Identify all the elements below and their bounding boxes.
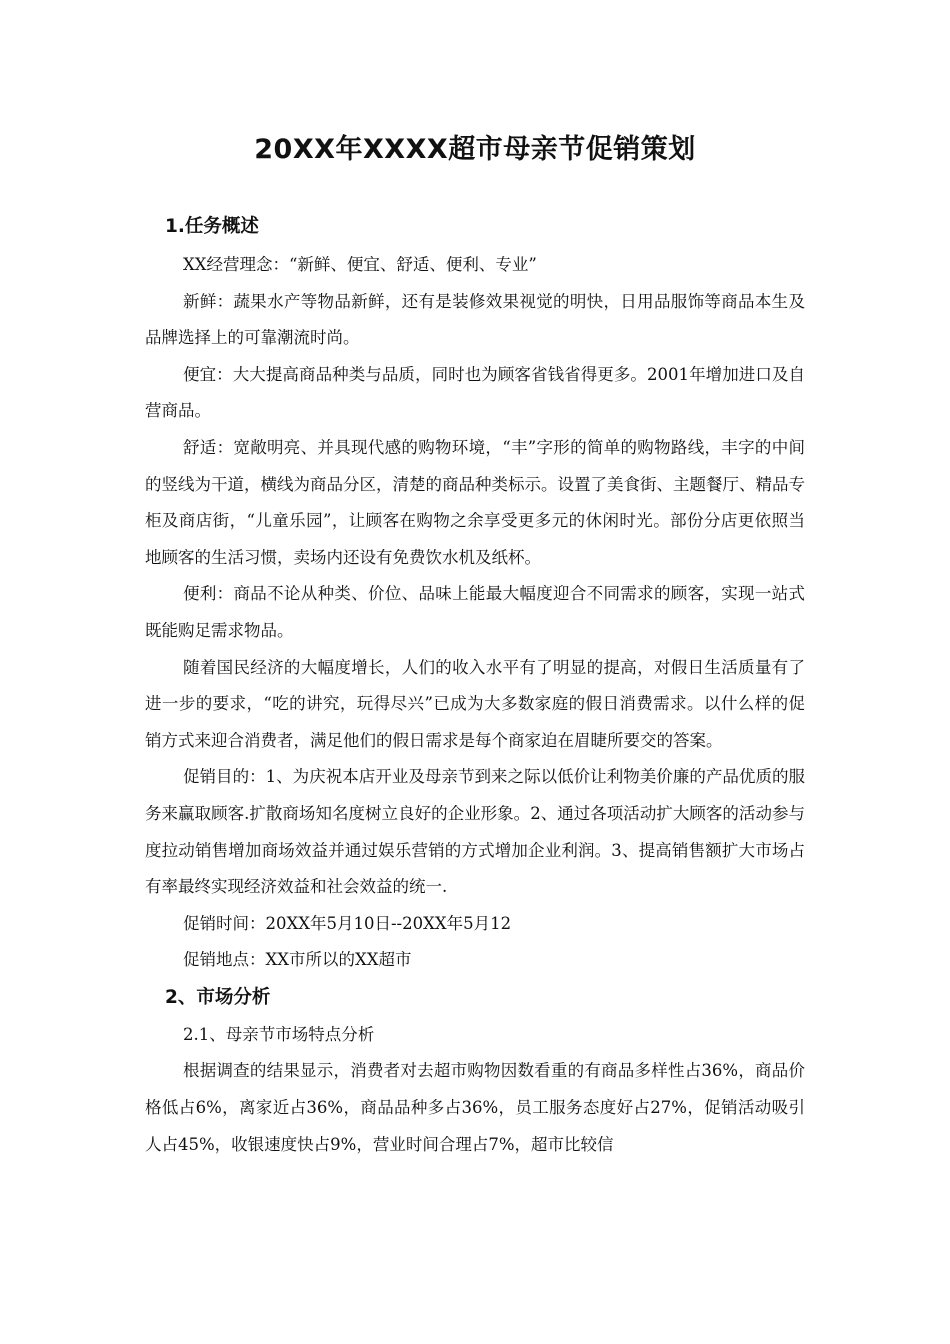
paragraph-fresh: 新鲜：蔬果水产等物品新鲜，还有是装修效果视觉的明快，日用品服饰等商品本生及品牌选择上的可靠潮流时尚。 (145, 291, 805, 348)
paragraph-economy-growth: 随着国民经济的大幅度增长，人们的收入水平有了明显的提高，对假日生活质量有了进一步的要求，“吃的讲究，玩得尽兴”已成为大多数家庭的假日消费需求。以什么样的促销方式来迎合消费者，满足他们的假日需求是每个商家迫在眉睫所要交的答案。 (145, 657, 805, 750)
paragraph-business-philosophy: XX经营理念：“新鲜、便宜、舒适、便利、专业” (183, 255, 537, 274)
paragraph-promotion-location: 促销地点：XX市所以的XX超市 (183, 950, 412, 970)
section-heading-task-overview: 1.任务概述 (165, 216, 259, 237)
section-heading-market-analysis: 2、市场分析 (165, 986, 271, 1008)
paragraph-cheap: 便宜：大大提高商品种类与品质，同时也为顾客省钱省得更多。2001年增加进口及自营商品。 (145, 364, 805, 421)
subsection-heading-market-features: 2.1、母亲节市场特点分析 (183, 1024, 375, 1044)
document-body (145, 207, 805, 1163)
paragraph-convenient: 便利：商品不论从种类、价位、品味上能最大幅度迎合不同需求的顾客，实现一站式既能购足需求物品。 (145, 584, 805, 640)
paragraph-promotion-purpose: 促销目的：1、为庆祝本店开业及母亲节到来之际以低价让利物美价廉的产品优质的服务来赢取顾客.扩散商场知名度树立良好的企业形象。2、通过各项活动扩大顾客的活动参与度拉动销售增加商场效益并通过娱乐营销的方式增加企业利润。3、提高销售额扩大市场占有率最终实现经济效益和社会效益的统一. (145, 767, 805, 897)
paragraph-promotion-time: 促销时间：20XX年5月10日--20XX年5月12 (183, 913, 512, 933)
paragraph-survey-results: 根据调查的结果显示，消费者对去超市购物因数看重的有商品多样性占36%，商品价格低占6%，离家近占36%，商品品种多占36%，员工服务态度好占27%，促销活动吸引人占45%，收银速度快占9%，营业时间合理占7%，超市比较信 (145, 1061, 805, 1154)
page-title: 20XX年XXXX超市母亲节促销策划 (254, 134, 696, 165)
paragraph-comfortable: 舒适：宽敞明亮、并具现代感的购物环境，“丰”字形的简单的购物路线，丰字的中间的竖线为干道，横线为商品分区，清楚的商品种类标示。设置了美食街、主题餐厅、精品专柜及商店街，“儿童乐园”，让顾客在购物之余享受更多元的休闲时光。部份分店更依照当地顾客的生活习惯，卖场内还设有免费饮水机及纸杯。 (145, 437, 805, 567)
